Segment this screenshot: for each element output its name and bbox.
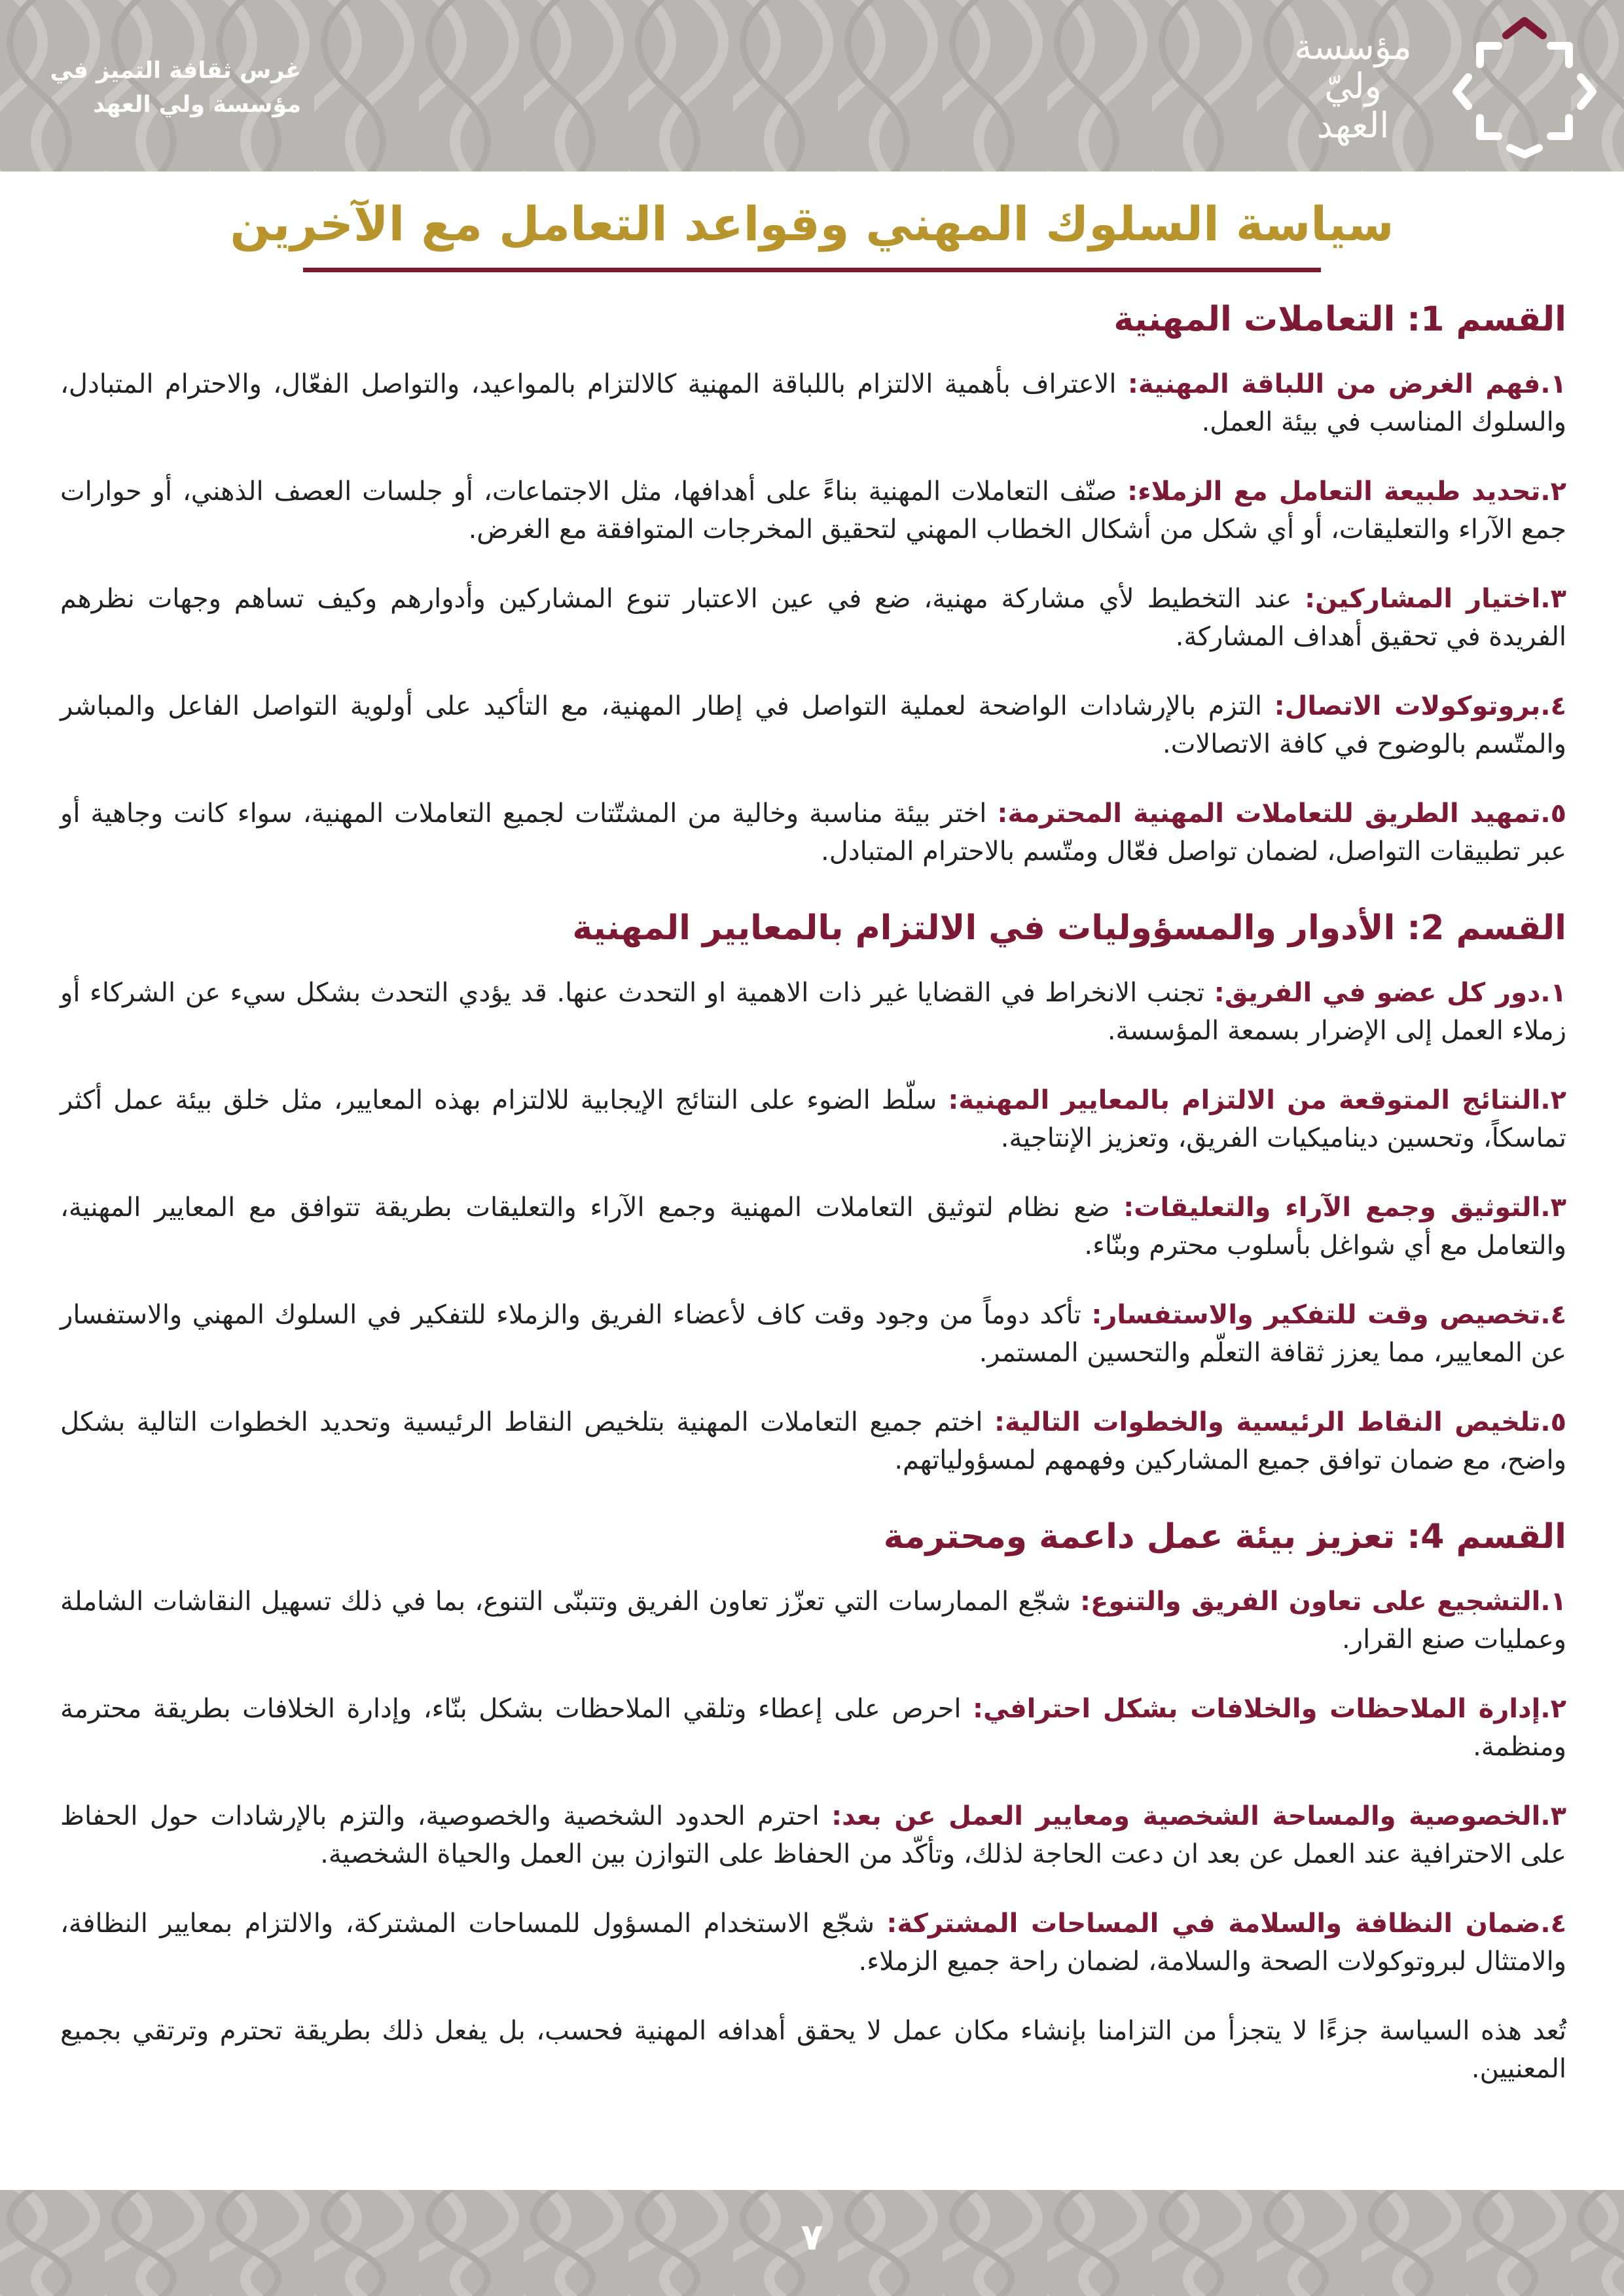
item-label: ١.التشجيع على تعاون الفريق والتنوع:	[1080, 1587, 1566, 1617]
section-item	[60, 1583, 1566, 1659]
item-label: ٥.تمهيد الطريق للتعاملات المهنية المحترمة:	[997, 798, 1566, 829]
section-item	[60, 1081, 1566, 1157]
logo-line-3: العهد	[1316, 105, 1390, 146]
item-text: احترم الحدود الشخصية والخصوصية، والتزم بالإرشادات حول الحفاظ على الاحترافية عند العمل عن بعد ان دعت الحاجة لذلك، وتأكّد من الحفاظ على التوازن بين العمل والحياة الشخصية.	[60, 1801, 1566, 1869]
item-label: ٥.تلخيص النقاط الرئيسية والخطوات التالية:	[994, 1407, 1566, 1437]
item-text: تأكد دوماً من وجود وقت كاف لأعضاء الفريق والزملاء للتفكير في السلوك المهني والاستفسار عن المعايير، مما يعزز ثقافة التعلّم والتحسين المستمر.	[60, 1300, 1566, 1368]
item-text: تجنب الانخراط في القضايا غير ذات الاهمية او التحدث عنها. قد يؤدي التحدث بشكل سيء عن الشركاء أو زملاء العمل إلى الإضرار بسمعة المؤسسة.	[60, 978, 1566, 1046]
logo-line-2: وليّ	[1324, 65, 1382, 107]
slogan-line-1: غرس ثقافة التميز في	[50, 58, 301, 84]
section-item	[60, 795, 1566, 870]
section-item	[60, 1296, 1566, 1372]
item-label: ٤.بروتوكولات الاتصال:	[1274, 691, 1566, 721]
section-1	[60, 293, 1566, 870]
item-label: ٣.التوثيق وجمع الآراء والتعليقات:	[1123, 1193, 1566, 1223]
foundation-logo	[1289, 14, 1597, 158]
item-text: شجّع الاستخدام المسؤول للمساحات المشتركة، والالتزام بمعايير النظافة، والامتثال لبروتوكولات الصحة والسلامة، لضمان راحة جميع الزملاء.	[60, 1909, 1566, 1977]
footer-band	[0, 2190, 1624, 2296]
page-number: ٧	[801, 2216, 823, 2259]
item-text: عند التخطيط لأي مشاركة مهنية، ضع في عين الاعتبار تنوع المشاركين وأدوارهم وكيف تساهم وجهات نظرهم الفريدة في تحقيق أهداف المشاركة.	[60, 584, 1566, 652]
policy-content	[60, 293, 1566, 2088]
item-text: الاعتراف بأهمية الالتزام باللباقة المهنية كالالتزام بالمواعيد، والتواصل الفعّال، والاحترام المتبادل، والسلوك المناسب في بيئة العمل.	[60, 369, 1566, 437]
section-item	[60, 1690, 1566, 1766]
item-text: احرص على إعطاء وتلقي الملاحظات بشكل بنّاء، وإدارة الخلافات بطريقة محترمة ومنظمة.	[60, 1694, 1566, 1762]
section-item	[60, 687, 1566, 763]
header-slogan	[26, 54, 301, 122]
section-4	[60, 1511, 1566, 1981]
logo-wordmark	[1281, 27, 1425, 145]
item-label: ٣.اختيار المشاركين:	[1305, 584, 1566, 614]
header-band	[0, 0, 1624, 171]
section-item	[60, 473, 1566, 548]
section-heading: القسم 1: التعاملات المهنية	[1113, 300, 1566, 339]
title-underline	[303, 268, 1321, 272]
section-item	[60, 1905, 1566, 1981]
crown-prince-foundation-logo-icon	[1453, 14, 1597, 158]
section-item	[60, 1797, 1566, 1873]
section-2	[60, 902, 1566, 1479]
item-label: ٤.ضمان النظافة والسلامة في المساحات المشتركة:	[886, 1909, 1566, 1939]
section-item	[60, 1189, 1566, 1265]
item-label: ٤.تخصيص وقت للتفكير والاستفسار:	[1091, 1300, 1566, 1330]
item-text: ضع نظام لتوثيق التعاملات المهنية وجمع الآراء والتعليقات بطريقة تتوافق مع المعايير المهنية، والتعامل مع أي شواغل بأسلوب محترم وبنّاء.	[60, 1193, 1566, 1261]
closing-statement: تُعد هذه السياسة جزءًا لا يتجزأ من التزامنا بإنشاء مكان عمل لا يحقق أهدافه المهنية فحسب، بل يفعل ذلك بطريقة تحترم وترتقي بجميع المعنيين.	[60, 2016, 1566, 2084]
logo-line-1: مؤسسة	[1294, 26, 1412, 67]
section-item	[60, 1403, 1566, 1479]
section-item	[60, 974, 1566, 1050]
item-label: ١.فهم الغرض من اللباقة المهنية:	[1127, 369, 1566, 399]
item-text: التزم بالإرشادات الواضحة لعملية التواصل في إطار المهنية، مع التأكيد على أولوية التواصل الفاعل والمباشر والمتّسم بالوضوح في كافة الاتصالات.	[60, 691, 1566, 759]
section-heading: القسم 2: الأدوار والمسؤوليات في الالتزام بالمعايير المهنية	[572, 908, 1566, 948]
section-item	[60, 365, 1566, 441]
item-label: ٣.الخصوصية والمساحة الشخصية ومعايير العمل عن بعد:	[831, 1801, 1566, 1831]
item-text: شجّع الممارسات التي تعزّز تعاون الفريق وتتبنّى التنوع، بما في ذلك تسهيل النقاشات الشاملة وعمليات صنع القرار.	[60, 1587, 1566, 1655]
section-heading: القسم 4: تعزيز بيئة عمل داعمة ومحترمة	[883, 1517, 1566, 1556]
section-item	[60, 580, 1566, 656]
item-text: صنّف التعاملات المهنية بناءً على أهدافها، مثل الاجتماعات، أو جلسات العصف الذهني، أو حوارات جمع الآراء والتعليقات، أو أي شكل من أشكال الخطاب المهني لتحقيق المخرجات المتوافقة مع الغرض.	[60, 476, 1566, 545]
item-text: سلّط الضوء على النتائج الإيجابية للالتزام بهذه المعايير، مثل خلق بيئة عمل أكثر تماسكاً، وتحسين ديناميكيات الفريق، وتعزيز الإنتاجية.	[60, 1085, 1566, 1153]
slogan-line-2: مؤسسة ولي العهد	[93, 92, 301, 118]
item-text: اختم جميع التعاملات المهنية بتلخيص النقاط الرئيسية وتحديد الخطوات التالية بشكل واضح، مع ضمان توافق جميع المشاركين وفهمهم لمسؤولياتهم.	[60, 1407, 1566, 1475]
item-label: ١.دور كل عضو في الفريق:	[1214, 978, 1566, 1008]
item-label: ٢.النتائج المتوقعة من الالتزام بالمعايير المهنية:	[948, 1085, 1567, 1115]
item-label: ٢.تحديد طبيعة التعامل مع الزملاء:	[1127, 476, 1566, 507]
item-label: ٢.إدارة الملاحظات والخلافات بشكل احترافي:	[973, 1694, 1567, 1724]
item-text: اختر بيئة مناسبة وخالية من المشتّتات لجميع التعاملات المهنية، سواء كانت وجاهية أو عبر تطبيقات التواصل، لضمان تواصل فعّال ومتّسم بالاحترام المتبادل.	[60, 798, 1566, 867]
page-title: سياسة السلوك المهني وقواعد التعامل مع الآخرين	[230, 196, 1394, 251]
